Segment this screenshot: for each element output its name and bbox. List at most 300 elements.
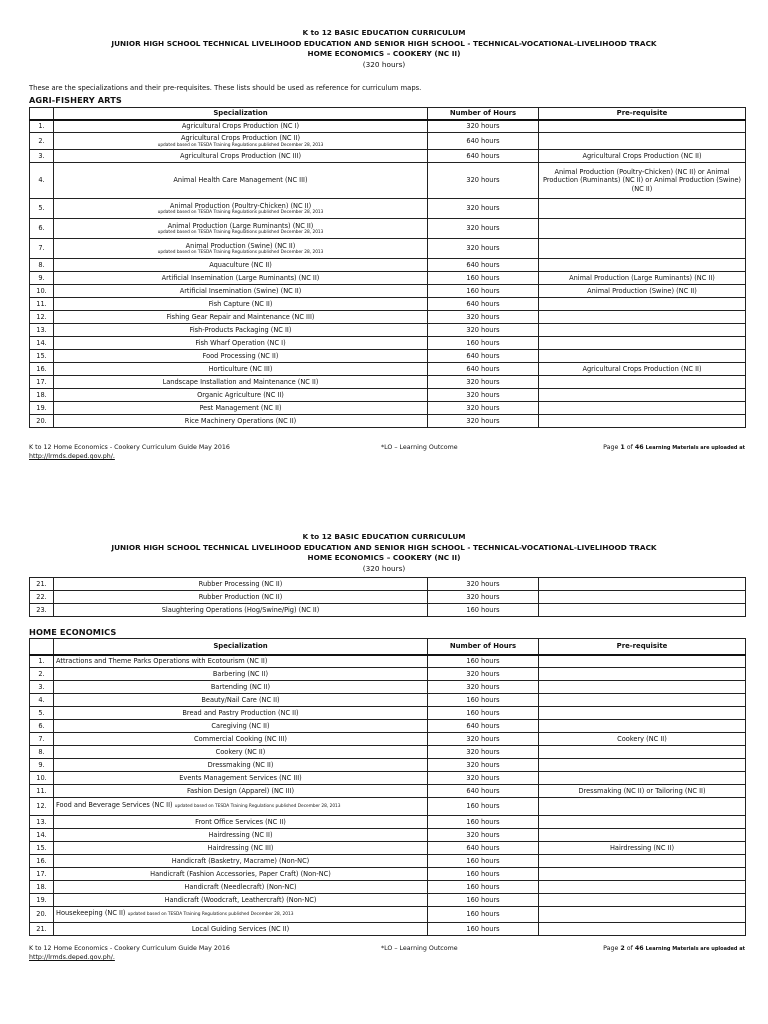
home-economics-table	[29, 638, 746, 936]
specialization-name: Caregiving (NC II)	[211, 721, 270, 730]
prerequisite-cell	[539, 746, 746, 759]
specialization-cell	[54, 772, 428, 785]
agri-table-continued	[29, 577, 746, 617]
hours-cell: 160 hours	[428, 907, 539, 923]
specialization-name: Fishing Gear Repair and Maintenance (NC III)	[166, 312, 315, 321]
col-header-hours: Number of Hours	[428, 639, 539, 655]
prerequisite-cell: Animal Production (Swine) (NC II)	[539, 285, 746, 298]
specialization-cell	[54, 842, 428, 855]
hours-cell: 320 hours	[428, 578, 539, 591]
prerequisite-cell	[539, 389, 746, 402]
specialization-name: Organic Agriculture (NC II)	[197, 390, 284, 399]
row-number: 7.	[30, 733, 54, 746]
specialization-cell	[54, 604, 428, 617]
table-row	[30, 239, 746, 259]
agri-table	[29, 107, 746, 428]
row-number: 6.	[30, 219, 54, 239]
hours-cell: 320 hours	[428, 389, 539, 402]
row-number: 14.	[30, 829, 54, 842]
specialization-cell	[54, 681, 428, 694]
hours-cell: 640 hours	[428, 363, 539, 376]
table-row	[30, 285, 746, 298]
specialization-name: Animal Production (Poultry-Chicken) (NC II)	[169, 201, 312, 210]
hours-cell: 640 hours	[428, 720, 539, 733]
specialization-name: Fish Wharf Operation (NC I)	[195, 338, 286, 347]
specialization-cell	[54, 415, 428, 428]
prerequisite-cell	[539, 219, 746, 239]
hours-cell: 320 hours	[428, 681, 539, 694]
table-row	[30, 868, 746, 881]
row-number: 1.	[30, 120, 54, 133]
prerequisite-cell	[539, 578, 746, 591]
hours-cell: 320 hours	[428, 733, 539, 746]
specialization-name: Rubber Production (NC II)	[198, 592, 283, 601]
specialization-name: Fish Capture (NC II)	[208, 299, 273, 308]
row-number: 8.	[30, 746, 54, 759]
specialization-name: Events Management Services (NC III)	[179, 773, 302, 782]
hours-cell: 160 hours	[428, 655, 539, 668]
specialization-cell	[54, 746, 428, 759]
specialization-name: Beauty/Nail Care (NC II)	[201, 695, 280, 704]
prerequisite-cell	[539, 694, 746, 707]
specialization-cell	[54, 219, 428, 239]
specialization-cell	[54, 923, 428, 936]
table-row	[30, 923, 746, 936]
hours-cell: 640 hours	[428, 150, 539, 163]
prerequisite-cell: Agricultural Crops Production (NC II)	[539, 363, 746, 376]
specialization-name: Front Office Services (NC II)	[195, 817, 286, 826]
specialization-cell	[54, 707, 428, 720]
table-row	[30, 681, 746, 694]
table-row	[30, 604, 746, 617]
specialization-name: Bartending (NC II)	[210, 682, 271, 691]
specialization-cell	[54, 798, 428, 816]
row-number: 3.	[30, 150, 54, 163]
prerequisite-cell	[539, 655, 746, 668]
prerequisite-cell	[539, 311, 746, 324]
specialization-cell	[54, 133, 428, 150]
specialization-name: Aquaculture (NC II)	[209, 260, 272, 269]
hours-cell: 160 hours	[428, 285, 539, 298]
hours-cell: 160 hours	[428, 894, 539, 907]
specialization-name: Hairdressing (NC III)	[207, 843, 274, 852]
header-line-2: JUNIOR HIGH SCHOOL TECHNICAL LIVELIHOOD EDUCATION AND SENIOR HIGH SCHOOL - TECHNICAL-VOCATIONAL-LIVELIHOOD TRACK	[111, 542, 657, 552]
prerequisite-cell	[539, 350, 746, 363]
col-header-prereq: Pre-requisite	[539, 639, 746, 655]
row-number: 3.	[30, 681, 54, 694]
row-number: 11.	[30, 298, 54, 311]
prerequisite-cell: Cookery (NC II)	[539, 733, 746, 746]
table-row	[30, 376, 746, 389]
page-header	[0, 28, 768, 70]
footer-title: K to 12 Home Economics - Cookery Curriculum Guide May 2016	[29, 945, 230, 952]
specialization-cell	[54, 298, 428, 311]
specialization-name: Agricultural Crops Production (NC II)	[180, 134, 301, 143]
prerequisite-cell	[539, 923, 746, 936]
col-header-hours: Number of Hours	[428, 108, 539, 120]
prerequisite-cell	[539, 239, 746, 259]
table-row	[30, 311, 746, 324]
specialization-name: Rubber Processing (NC II)	[198, 579, 283, 588]
hours-cell: 320 hours	[428, 746, 539, 759]
col-header-num	[30, 108, 54, 120]
footer-lo-note: *LO – Learning Outcome	[381, 444, 458, 451]
col-header-prereq: Pre-requisite	[539, 108, 746, 120]
specialization-cell	[54, 239, 428, 259]
prerequisite-cell	[539, 298, 746, 311]
hours-cell: 640 hours	[428, 259, 539, 272]
prerequisite-cell	[539, 798, 746, 816]
specialization-name: Local Guiding Services (NC II)	[191, 924, 290, 933]
table-row	[30, 133, 746, 150]
table-row	[30, 694, 746, 707]
row-number: 13.	[30, 324, 54, 337]
row-number: 11.	[30, 785, 54, 798]
table-row	[30, 415, 746, 428]
hours-cell: 320 hours	[428, 376, 539, 389]
footer-page-info: Page 1 of 46 Learning Materials are uploaded at	[603, 444, 745, 451]
specialization-name: Barbering (NC II)	[212, 669, 269, 678]
specialization-name: Dressmaking (NC II)	[207, 760, 274, 769]
row-number: 1.	[30, 655, 54, 668]
prerequisite-cell: Animal Production (Poultry-Chicken) (NC II) or Animal Production (Ruminants) (NC II) or Animal Production (Swine) (NC II)	[539, 163, 746, 199]
hours-cell: 640 hours	[428, 298, 539, 311]
row-number: 9.	[30, 759, 54, 772]
prerequisite-cell	[539, 604, 746, 617]
hours-cell: 160 hours	[428, 855, 539, 868]
hours-cell: 320 hours	[428, 829, 539, 842]
prerequisite-cell: Hairdressing (NC II)	[539, 842, 746, 855]
table-row	[30, 272, 746, 285]
table-row	[30, 655, 746, 668]
table-row	[30, 894, 746, 907]
row-number: 9.	[30, 272, 54, 285]
specialization-name: Fish-Products Packaging (NC II)	[189, 325, 292, 334]
table-row	[30, 591, 746, 604]
table-row	[30, 337, 746, 350]
prerequisite-cell	[539, 772, 746, 785]
specialization-name: Rice Machinery Operations (NC II)	[184, 416, 297, 425]
hours-cell: 160 hours	[428, 337, 539, 350]
prerequisite-cell: Agricultural Crops Production (NC II)	[539, 150, 746, 163]
update-note: updated based on TESDA Training Regulations published December 28, 2013	[127, 912, 294, 918]
specialization-name: Commercial Cooking (NC III)	[194, 734, 287, 743]
prerequisite-cell	[539, 868, 746, 881]
row-number: 15.	[30, 842, 54, 855]
hours-cell: 160 hours	[428, 816, 539, 829]
prerequisite-cell	[539, 707, 746, 720]
specialization-name: Handicraft (Basketry, Macrame) (Non-NC)	[171, 856, 310, 865]
table-row	[30, 219, 746, 239]
hours-cell: 320 hours	[428, 772, 539, 785]
row-number: 15.	[30, 350, 54, 363]
hours-cell: 160 hours	[428, 272, 539, 285]
col-header-num	[30, 639, 54, 655]
intro-text: These are the specializations and their pre-requisites. These lists should be used as reference for curriculum maps.	[29, 84, 422, 92]
col-header-spec: Specialization	[54, 108, 428, 120]
row-number: 18.	[30, 389, 54, 402]
specialization-cell	[54, 894, 428, 907]
specialization-cell	[54, 759, 428, 772]
specialization-cell	[54, 578, 428, 591]
specialization-cell	[54, 363, 428, 376]
table-row	[30, 785, 746, 798]
hours-cell: 160 hours	[428, 798, 539, 816]
specialization-name: Handicraft (Woodcraft, Leathercraft) (Non-NC)	[164, 895, 317, 904]
hours-cell: 320 hours	[428, 163, 539, 199]
footer-link[interactable]: http://lrmds.deped.gov.ph/.	[29, 954, 115, 961]
specialization-cell	[54, 855, 428, 868]
specialization-name: Handicraft (Fashion Accessories, Paper Craft) (Non-NC)	[150, 869, 331, 878]
specialization-name: Animal Production (Large Ruminants) (NC II)	[167, 221, 314, 230]
row-number: 2.	[30, 133, 54, 150]
table-row	[30, 772, 746, 785]
hours-cell: 320 hours	[428, 199, 539, 219]
table-row	[30, 798, 746, 816]
specialization-cell	[54, 163, 428, 199]
table-row	[30, 298, 746, 311]
prerequisite-cell	[539, 668, 746, 681]
prerequisite-cell	[539, 415, 746, 428]
prerequisite-cell	[539, 759, 746, 772]
specialization-cell	[54, 350, 428, 363]
row-number: 5.	[30, 707, 54, 720]
specialization-cell	[54, 285, 428, 298]
specialization-cell	[54, 720, 428, 733]
update-note: updated based on TESDA Training Regulations published December 28, 2013	[174, 804, 341, 810]
hours-cell: 320 hours	[428, 311, 539, 324]
row-number: 21.	[30, 578, 54, 591]
specialization-cell	[54, 402, 428, 415]
table-row	[30, 746, 746, 759]
table-row	[30, 907, 746, 923]
specialization-cell	[54, 655, 428, 668]
footer-link[interactable]: http://lrmds.deped.gov.ph/.	[29, 453, 115, 460]
row-number: 17.	[30, 868, 54, 881]
table-row	[30, 842, 746, 855]
row-number: 4.	[30, 694, 54, 707]
specialization-name: Animal Production (Swine) (NC II)	[185, 241, 296, 250]
update-note: updated based on TESDA Training Regulations published December 28, 2013	[157, 142, 324, 148]
specialization-cell	[54, 389, 428, 402]
specialization-name: Artificial Insemination (Swine) (NC II)	[179, 286, 302, 295]
table-row	[30, 199, 746, 219]
specialization-cell	[54, 376, 428, 389]
specialization-name: Fashion Design (Apparel) (NC III)	[186, 786, 295, 795]
hours-cell: 160 hours	[428, 604, 539, 617]
prerequisite-cell	[539, 720, 746, 733]
page-2	[0, 532, 768, 1024]
row-number: 12.	[30, 311, 54, 324]
hours-cell: 160 hours	[428, 868, 539, 881]
table-row	[30, 324, 746, 337]
table-row	[30, 350, 746, 363]
table-row	[30, 578, 746, 591]
specialization-name: Slaughtering Operations (Hog/Swine/Pig) (NC II)	[161, 605, 320, 614]
row-number: 12.	[30, 798, 54, 816]
hours-cell: 640 hours	[428, 785, 539, 798]
row-number: 21.	[30, 923, 54, 936]
row-number: 4.	[30, 163, 54, 199]
hours-cell: 640 hours	[428, 133, 539, 150]
row-number: 17.	[30, 376, 54, 389]
specialization-name: Hairdressing (NC II)	[208, 830, 273, 839]
hours-cell: 320 hours	[428, 219, 539, 239]
row-number: 13.	[30, 816, 54, 829]
update-note: updated based on TESDA Training Regulations published December 28, 2013	[157, 210, 324, 216]
hours-cell: 160 hours	[428, 694, 539, 707]
table-row	[30, 389, 746, 402]
specialization-name: Housekeeping (NC II)	[56, 909, 126, 918]
header-line-3: HOME ECONOMICS – COOKERY (NC II)	[307, 49, 461, 58]
row-number: 14.	[30, 337, 54, 350]
hours-cell: 640 hours	[428, 842, 539, 855]
specialization-cell	[54, 259, 428, 272]
header-line-2: JUNIOR HIGH SCHOOL TECHNICAL LIVELIHOOD EDUCATION AND SENIOR HIGH SCHOOL - TECHNICAL-VOCATIONAL-LIVELIHOOD TRACK	[111, 38, 657, 48]
hours-cell: 320 hours	[428, 239, 539, 259]
table-row	[30, 259, 746, 272]
prerequisite-cell	[539, 259, 746, 272]
table-row	[30, 363, 746, 376]
prerequisite-cell	[539, 894, 746, 907]
prerequisite-cell	[539, 199, 746, 219]
hours-cell: 320 hours	[428, 415, 539, 428]
table-row	[30, 668, 746, 681]
specialization-name: Agricultural Crops Production (NC III)	[179, 151, 302, 160]
row-number: 16.	[30, 855, 54, 868]
prerequisite-cell	[539, 681, 746, 694]
table-row	[30, 163, 746, 199]
prerequisite-cell	[539, 120, 746, 133]
table-row	[30, 733, 746, 746]
specialization-name: Pest Management (NC II)	[199, 403, 282, 412]
hours-cell: 160 hours	[428, 923, 539, 936]
row-number: 20.	[30, 415, 54, 428]
specialization-name: Agricultural Crops Production (NC I)	[181, 122, 300, 131]
specialization-name: Landscape Installation and Maintenance (NC II)	[162, 377, 319, 386]
specialization-cell	[54, 668, 428, 681]
specialization-name: Bread and Pastry Production (NC II)	[182, 708, 299, 717]
row-number: 6.	[30, 720, 54, 733]
footer-page-info: Page 2 of 46 Learning Materials are uploaded at	[603, 945, 745, 952]
hours-cell: 320 hours	[428, 324, 539, 337]
header-line-4: (320 hours)	[362, 59, 406, 69]
specialization-name: Cookery (NC II)	[215, 747, 266, 756]
footer-title: K to 12 Home Economics - Cookery Curriculum Guide May 2016	[29, 444, 230, 451]
table-row	[30, 402, 746, 415]
prerequisite-cell	[539, 816, 746, 829]
specialization-cell	[54, 591, 428, 604]
hours-cell: 320 hours	[428, 591, 539, 604]
row-number: 2.	[30, 668, 54, 681]
table-row	[30, 855, 746, 868]
table-row	[30, 720, 746, 733]
row-number: 19.	[30, 894, 54, 907]
section-title-home-economics: HOME ECONOMICS	[29, 627, 117, 637]
header-line-1: K to 12 BASIC EDUCATION CURRICULUM	[302, 28, 466, 37]
specialization-cell	[54, 311, 428, 324]
specialization-name: Handicraft (Needlecraft) (Non-NC)	[184, 882, 297, 891]
prerequisite-cell	[539, 402, 746, 415]
specialization-name: Horticulture (NC III)	[208, 364, 273, 373]
specialization-cell	[54, 199, 428, 219]
update-note: updated based on TESDA Training Regulations published December 28, 2013	[157, 230, 324, 236]
page-1	[0, 28, 768, 468]
specialization-name: Artificial Insemination (Large Ruminants) (NC II)	[161, 273, 320, 282]
specialization-cell	[54, 816, 428, 829]
specialization-cell	[54, 907, 428, 923]
table-row	[30, 707, 746, 720]
prerequisite-cell	[539, 829, 746, 842]
row-number: 19.	[30, 402, 54, 415]
prerequisite-cell	[539, 133, 746, 150]
specialization-cell	[54, 150, 428, 163]
hours-cell: 320 hours	[428, 668, 539, 681]
row-number: 5.	[30, 199, 54, 219]
prerequisite-cell: Dressmaking (NC II) or Tailoring (NC II)	[539, 785, 746, 798]
row-number: 8.	[30, 259, 54, 272]
table-row	[30, 816, 746, 829]
specialization-cell	[54, 868, 428, 881]
section-title-agri: AGRI-FISHERY ARTS	[29, 95, 122, 105]
table-row	[30, 150, 746, 163]
hours-cell: 640 hours	[428, 350, 539, 363]
specialization-cell	[54, 694, 428, 707]
header-line-4: (320 hours)	[362, 563, 406, 573]
row-number: 7.	[30, 239, 54, 259]
prerequisite-cell	[539, 376, 746, 389]
specialization-name: Animal Health Care Management (NC III)	[173, 176, 308, 185]
page-header	[0, 532, 768, 574]
row-number: 20.	[30, 907, 54, 923]
hours-cell: 320 hours	[428, 759, 539, 772]
specialization-cell	[54, 785, 428, 798]
table-row	[30, 881, 746, 894]
specialization-name: Food and Beverage Services (NC II)	[56, 801, 173, 810]
hours-cell: 160 hours	[428, 707, 539, 720]
header-line-3: HOME ECONOMICS – COOKERY (NC II)	[307, 553, 461, 562]
hours-cell: 320 hours	[428, 120, 539, 133]
prerequisite-cell	[539, 324, 746, 337]
update-note: updated based on TESDA Training Regulations published December 28, 2013	[157, 250, 324, 256]
specialization-name: Attractions and Theme Parks Operations with Ecotourism (NC II)	[56, 657, 268, 666]
row-number: 23.	[30, 604, 54, 617]
prerequisite-cell	[539, 881, 746, 894]
row-number: 22.	[30, 591, 54, 604]
row-number: 16.	[30, 363, 54, 376]
specialization-cell	[54, 881, 428, 894]
specialization-cell	[54, 337, 428, 350]
specialization-cell	[54, 733, 428, 746]
prerequisite-cell	[539, 591, 746, 604]
hours-cell: 320 hours	[428, 402, 539, 415]
prerequisite-cell: Animal Production (Large Ruminants) (NC II)	[539, 272, 746, 285]
header-line-1: K to 12 BASIC EDUCATION CURRICULUM	[302, 532, 466, 541]
hours-cell: 160 hours	[428, 881, 539, 894]
prerequisite-cell	[539, 337, 746, 350]
specialization-cell	[54, 272, 428, 285]
row-number: 18.	[30, 881, 54, 894]
specialization-cell	[54, 120, 428, 133]
row-number: 10.	[30, 285, 54, 298]
col-header-spec: Specialization	[54, 639, 428, 655]
prerequisite-cell	[539, 855, 746, 868]
specialization-cell	[54, 829, 428, 842]
specialization-cell	[54, 324, 428, 337]
table-row	[30, 120, 746, 133]
prerequisite-cell	[539, 907, 746, 923]
footer-lo-note: *LO – Learning Outcome	[381, 945, 458, 952]
